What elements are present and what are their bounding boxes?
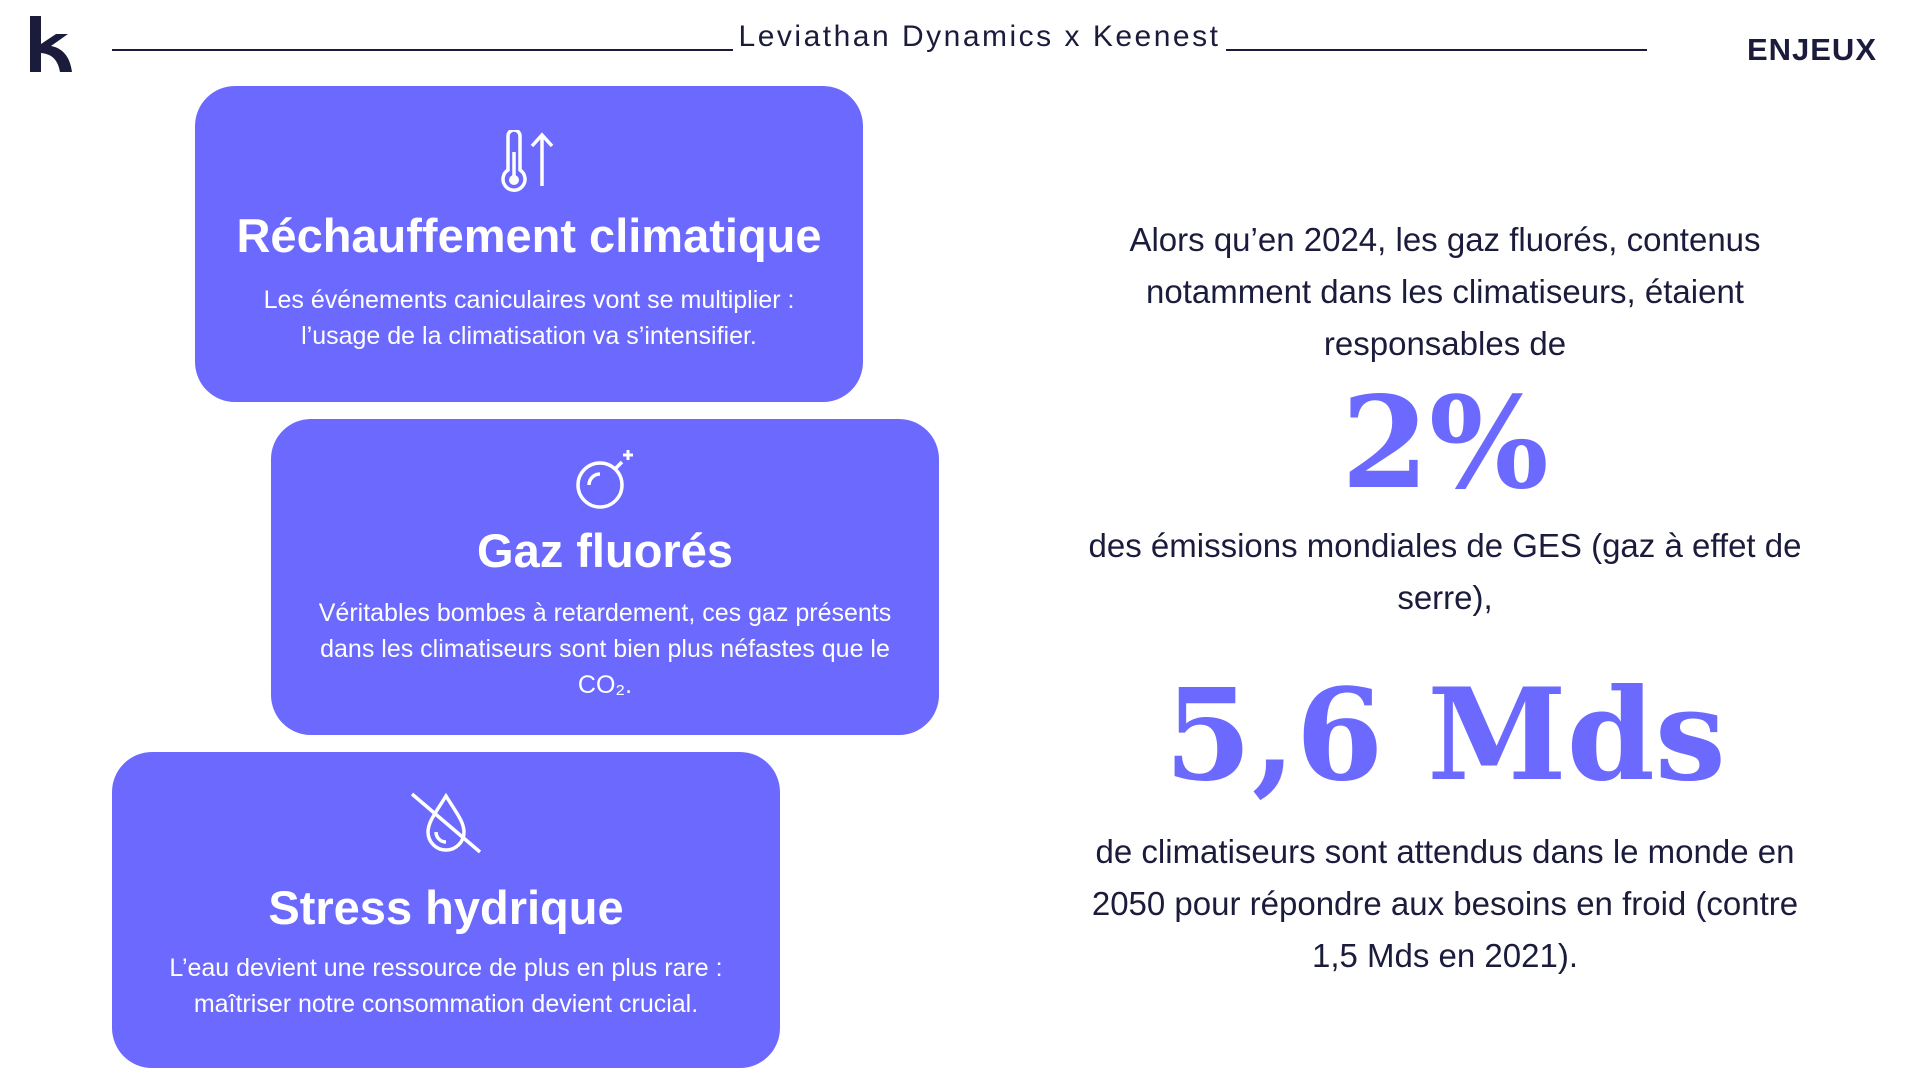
thermometer-rising-icon <box>496 130 562 194</box>
card-body: Véritables bombes à retardement, ces gaz présents dans les climatiseurs sont bien plus néfastes que le CO₂. <box>318 599 892 699</box>
card-body: Les événements caniculaires vont se multiplier : l’usage de la climatisation va s’intensifier. <box>263 286 795 350</box>
stat-emissions-share: 2% <box>1341 369 1549 517</box>
header-title: Leviathan Dynamics x Keenest <box>112 20 1847 54</box>
card-title: Réchauffement climatique <box>236 209 822 262</box>
stat-air-conditioners-2050: 5,6 Mds <box>1164 661 1726 809</box>
bomb-icon <box>573 447 637 511</box>
card-title: Stress hydrique <box>268 881 624 934</box>
card-rechauffement <box>195 86 863 402</box>
middle-paragraph: des émissions mondiales de GES (gaz à effet de serre), <box>1088 527 1802 616</box>
card-title: Gaz fluorés <box>477 524 733 577</box>
card-gaz-fluores <box>271 419 939 735</box>
closing-paragraph: de climatiseurs sont attendus dans le monde en 2050 pour répondre aux besoins en froid (contre 1,5 Mds en 2021). <box>1091 833 1799 974</box>
keenest-logo[interactable] <box>28 16 78 72</box>
card-body: L’eau devient une ressource de plus en plus rare : maîtriser notre consommation devient crucial. <box>169 954 723 1018</box>
water-drop-off-icon <box>406 790 486 856</box>
card-stress-hydrique <box>112 752 780 1068</box>
section-tag: ENJEUX <box>1746 32 1877 67</box>
intro-paragraph: Alors qu’en 2024, les gaz fluorés, contenus notamment dans les climatiseurs, étaient responsables de <box>1129 221 1761 362</box>
